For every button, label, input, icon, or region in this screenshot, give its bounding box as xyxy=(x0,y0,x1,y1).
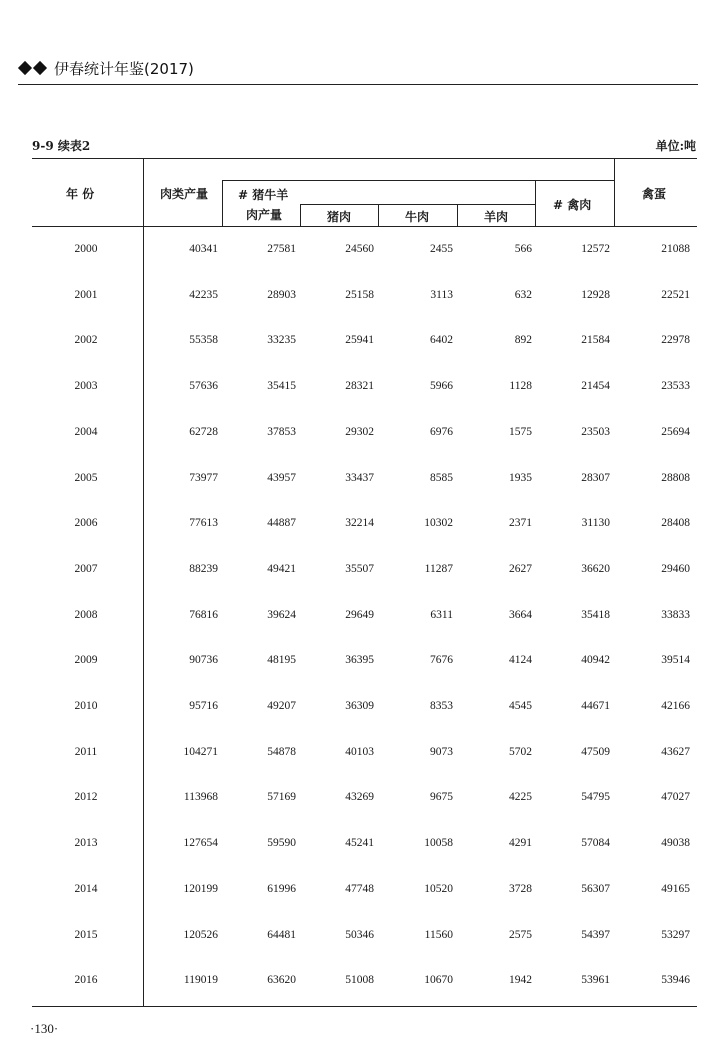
pork-beef-mutton-cell: 35415 xyxy=(267,380,296,392)
eggs-cell: 29460 xyxy=(661,563,690,575)
page-number: ·130· xyxy=(30,1021,59,1036)
eggs-cell: 53297 xyxy=(661,929,690,941)
eggs-cell: 49165 xyxy=(661,883,690,895)
meat-total-cell: 104271 xyxy=(183,746,218,758)
table-id: 9-9 续表2 xyxy=(32,139,91,153)
poultry-cell: 12928 xyxy=(581,289,610,301)
eggs-cell: 25694 xyxy=(661,426,690,438)
mutton-cell: 2627 xyxy=(509,563,532,575)
pork-cell: 29302 xyxy=(345,426,374,438)
eggs-cell: 21088 xyxy=(661,243,690,255)
mutton-cell: 566 xyxy=(514,243,532,255)
meat-total-cell: 57636 xyxy=(189,380,218,392)
pork-cell: 35507 xyxy=(345,563,374,575)
table-unit: 单位:吨 xyxy=(655,139,696,153)
poultry-cell: 44671 xyxy=(581,700,610,712)
mutton-cell: 5702 xyxy=(509,746,532,758)
poultry-cell: 31130 xyxy=(581,517,610,529)
beef-cell: 9675 xyxy=(430,791,453,803)
meat-total-cell: 120199 xyxy=(183,883,218,895)
running-header xyxy=(18,54,618,82)
poultry-cell: 54795 xyxy=(581,791,610,803)
beef-cell: 9073 xyxy=(430,746,453,758)
header-year: 年 份 xyxy=(66,187,95,201)
mutton-cell: 3728 xyxy=(509,883,532,895)
header-beef: 牛肉 xyxy=(405,210,430,224)
header-poultry: # 禽肉 xyxy=(553,198,592,212)
beef-cell: 5966 xyxy=(430,380,453,392)
eggs-cell: 47027 xyxy=(661,791,690,803)
mutton-cell: 1128 xyxy=(509,380,532,392)
column-divider xyxy=(378,204,379,226)
poultry-cell: 12572 xyxy=(581,243,610,255)
table-top-rule xyxy=(32,158,697,159)
pork-cell: 32214 xyxy=(345,517,374,529)
year-cell: 2012 xyxy=(74,791,98,803)
mutton-cell: 2371 xyxy=(509,517,532,529)
pork-cell: 40103 xyxy=(345,746,374,758)
eggs-cell: 53946 xyxy=(661,974,690,986)
beef-cell: 6976 xyxy=(430,426,453,438)
poultry-cell: 21584 xyxy=(581,334,610,346)
beef-cell: 2455 xyxy=(430,243,453,255)
column-divider xyxy=(222,180,223,226)
meat-total-cell: 40341 xyxy=(189,243,218,255)
header-divider xyxy=(222,180,614,181)
year-cell: 2014 xyxy=(74,883,98,895)
eggs-cell: 39514 xyxy=(661,654,690,666)
beef-cell: 8585 xyxy=(430,472,453,484)
year-cell: 2001 xyxy=(74,289,98,301)
eggs-cell: 28408 xyxy=(661,517,690,529)
pork-beef-mutton-cell: 44887 xyxy=(267,517,296,529)
poultry-cell: 40942 xyxy=(581,654,610,666)
pork-cell: 25158 xyxy=(345,289,374,301)
meat-total-cell: 42235 xyxy=(189,289,218,301)
poultry-cell: 53961 xyxy=(581,974,610,986)
beef-cell: 10058 xyxy=(424,837,453,849)
mutton-cell: 892 xyxy=(514,334,532,346)
beef-cell: 6402 xyxy=(430,334,453,346)
meat-total-cell: 90736 xyxy=(189,654,218,666)
pork-cell: 43269 xyxy=(345,791,374,803)
mutton-cell: 4291 xyxy=(509,837,532,849)
eggs-cell: 33833 xyxy=(661,609,690,621)
mutton-cell: 1942 xyxy=(509,974,532,986)
pork-cell: 50346 xyxy=(345,929,374,941)
beef-cell: 10670 xyxy=(424,974,453,986)
meat-total-cell: 88239 xyxy=(189,563,218,575)
pork-beef-mutton-cell: 39624 xyxy=(267,609,296,621)
pork-cell: 33437 xyxy=(345,472,374,484)
eggs-cell: 43627 xyxy=(661,746,690,758)
pork-cell: 51008 xyxy=(345,974,374,986)
poultry-cell: 47509 xyxy=(581,746,610,758)
poultry-cell: 57084 xyxy=(581,837,610,849)
beef-cell: 10520 xyxy=(424,883,453,895)
pork-cell: 36395 xyxy=(345,654,374,666)
pork-cell: 29649 xyxy=(345,609,374,621)
pork-cell: 47748 xyxy=(345,883,374,895)
mutton-cell: 3664 xyxy=(509,609,532,621)
pork-cell: 45241 xyxy=(345,837,374,849)
pork-cell: 36309 xyxy=(345,700,374,712)
beef-cell: 6311 xyxy=(430,609,453,621)
header-divider xyxy=(300,204,535,205)
header-meat-total: 肉类产量 xyxy=(160,187,209,201)
pork-beef-mutton-cell: 59590 xyxy=(267,837,296,849)
pork-beef-mutton-cell: 61996 xyxy=(267,883,296,895)
header-pork: 猪肉 xyxy=(327,210,352,224)
meat-total-cell: 95716 xyxy=(189,700,218,712)
year-cell: 2004 xyxy=(74,426,98,438)
meat-total-cell: 127654 xyxy=(183,837,218,849)
year-cell: 2002 xyxy=(74,334,98,346)
poultry-cell: 23503 xyxy=(581,426,610,438)
header-mutton: 羊肉 xyxy=(484,210,509,224)
mutton-cell: 4225 xyxy=(509,791,532,803)
header-pork-beef-mutton-line2: 肉产量 xyxy=(246,208,283,222)
year-cell: 2010 xyxy=(74,700,98,712)
column-divider xyxy=(143,158,144,1006)
eggs-cell: 42166 xyxy=(661,700,690,712)
year-cell: 2016 xyxy=(74,974,98,986)
eggs-cell: 28808 xyxy=(661,472,690,484)
pork-beef-mutton-cell: 63620 xyxy=(267,974,296,986)
poultry-cell: 21454 xyxy=(581,380,610,392)
mutton-cell: 4545 xyxy=(509,700,532,712)
beef-cell: 11560 xyxy=(424,929,453,941)
header-eggs: 禽蛋 xyxy=(642,187,667,201)
column-divider xyxy=(300,204,301,226)
pork-beef-mutton-cell: 57169 xyxy=(267,791,296,803)
pork-beef-mutton-cell: 49421 xyxy=(267,563,296,575)
column-divider xyxy=(535,180,536,226)
header-pork-beef-mutton: # 猪牛羊 xyxy=(238,188,289,202)
meat-total-cell: 55358 xyxy=(189,334,218,346)
poultry-cell: 56307 xyxy=(581,883,610,895)
meat-total-cell: 77613 xyxy=(189,517,218,529)
table-header-rule xyxy=(32,226,697,227)
mutton-cell: 1935 xyxy=(509,472,532,484)
eggs-cell: 49038 xyxy=(661,837,690,849)
meat-total-cell: 76816 xyxy=(189,609,218,621)
eggs-cell: 22521 xyxy=(661,289,690,301)
poultry-cell: 35418 xyxy=(581,609,610,621)
poultry-cell: 36620 xyxy=(581,563,610,575)
beef-cell: 8353 xyxy=(430,700,453,712)
pork-beef-mutton-cell: 49207 xyxy=(267,700,296,712)
beef-cell: 11287 xyxy=(424,563,453,575)
beef-cell: 3113 xyxy=(430,289,453,301)
eggs-cell: 23533 xyxy=(661,380,690,392)
poultry-cell: 54397 xyxy=(581,929,610,941)
year-cell: 2011 xyxy=(74,746,98,758)
year-cell: 2000 xyxy=(74,243,98,255)
running-title: 伊春统计年鉴(2017) xyxy=(54,59,194,78)
pork-beef-mutton-cell: 64481 xyxy=(267,929,296,941)
header-rule xyxy=(18,84,698,85)
poultry-cell: 28307 xyxy=(581,472,610,484)
mutton-cell: 1575 xyxy=(509,426,532,438)
year-cell: 2009 xyxy=(74,654,98,666)
year-cell: 2005 xyxy=(74,472,98,484)
pork-beef-mutton-cell: 37853 xyxy=(267,426,296,438)
meat-total-cell: 62728 xyxy=(189,426,218,438)
eggs-cell: 22978 xyxy=(661,334,690,346)
mutton-cell: 2575 xyxy=(509,929,532,941)
pork-cell: 25941 xyxy=(345,334,374,346)
column-divider xyxy=(457,204,458,226)
meat-total-cell: 73977 xyxy=(189,472,218,484)
diamond-icon xyxy=(33,61,47,75)
year-cell: 2007 xyxy=(74,563,98,575)
mutton-cell: 632 xyxy=(514,289,532,301)
year-cell: 2013 xyxy=(74,837,98,849)
pork-beef-mutton-cell: 27581 xyxy=(267,243,296,255)
year-cell: 2015 xyxy=(74,929,98,941)
pork-beef-mutton-cell: 28903 xyxy=(267,289,296,301)
beef-cell: 10302 xyxy=(424,517,453,529)
mutton-cell: 4124 xyxy=(509,654,532,666)
pork-cell: 24560 xyxy=(345,243,374,255)
table-bottom-rule xyxy=(32,1006,697,1007)
pork-beef-mutton-cell: 54878 xyxy=(267,746,296,758)
diamond-icon xyxy=(18,61,32,75)
year-cell: 2006 xyxy=(74,517,98,529)
meat-total-cell: 119019 xyxy=(183,974,218,986)
pork-beef-mutton-cell: 43957 xyxy=(267,472,296,484)
column-divider xyxy=(614,158,615,226)
pork-cell: 28321 xyxy=(345,380,374,392)
pork-beef-mutton-cell: 33235 xyxy=(267,334,296,346)
year-cell: 2008 xyxy=(74,609,98,621)
meat-total-cell: 113968 xyxy=(183,791,218,803)
meat-total-cell: 120526 xyxy=(183,929,218,941)
year-cell: 2003 xyxy=(74,380,98,392)
pork-beef-mutton-cell: 48195 xyxy=(267,654,296,666)
beef-cell: 7676 xyxy=(430,654,453,666)
